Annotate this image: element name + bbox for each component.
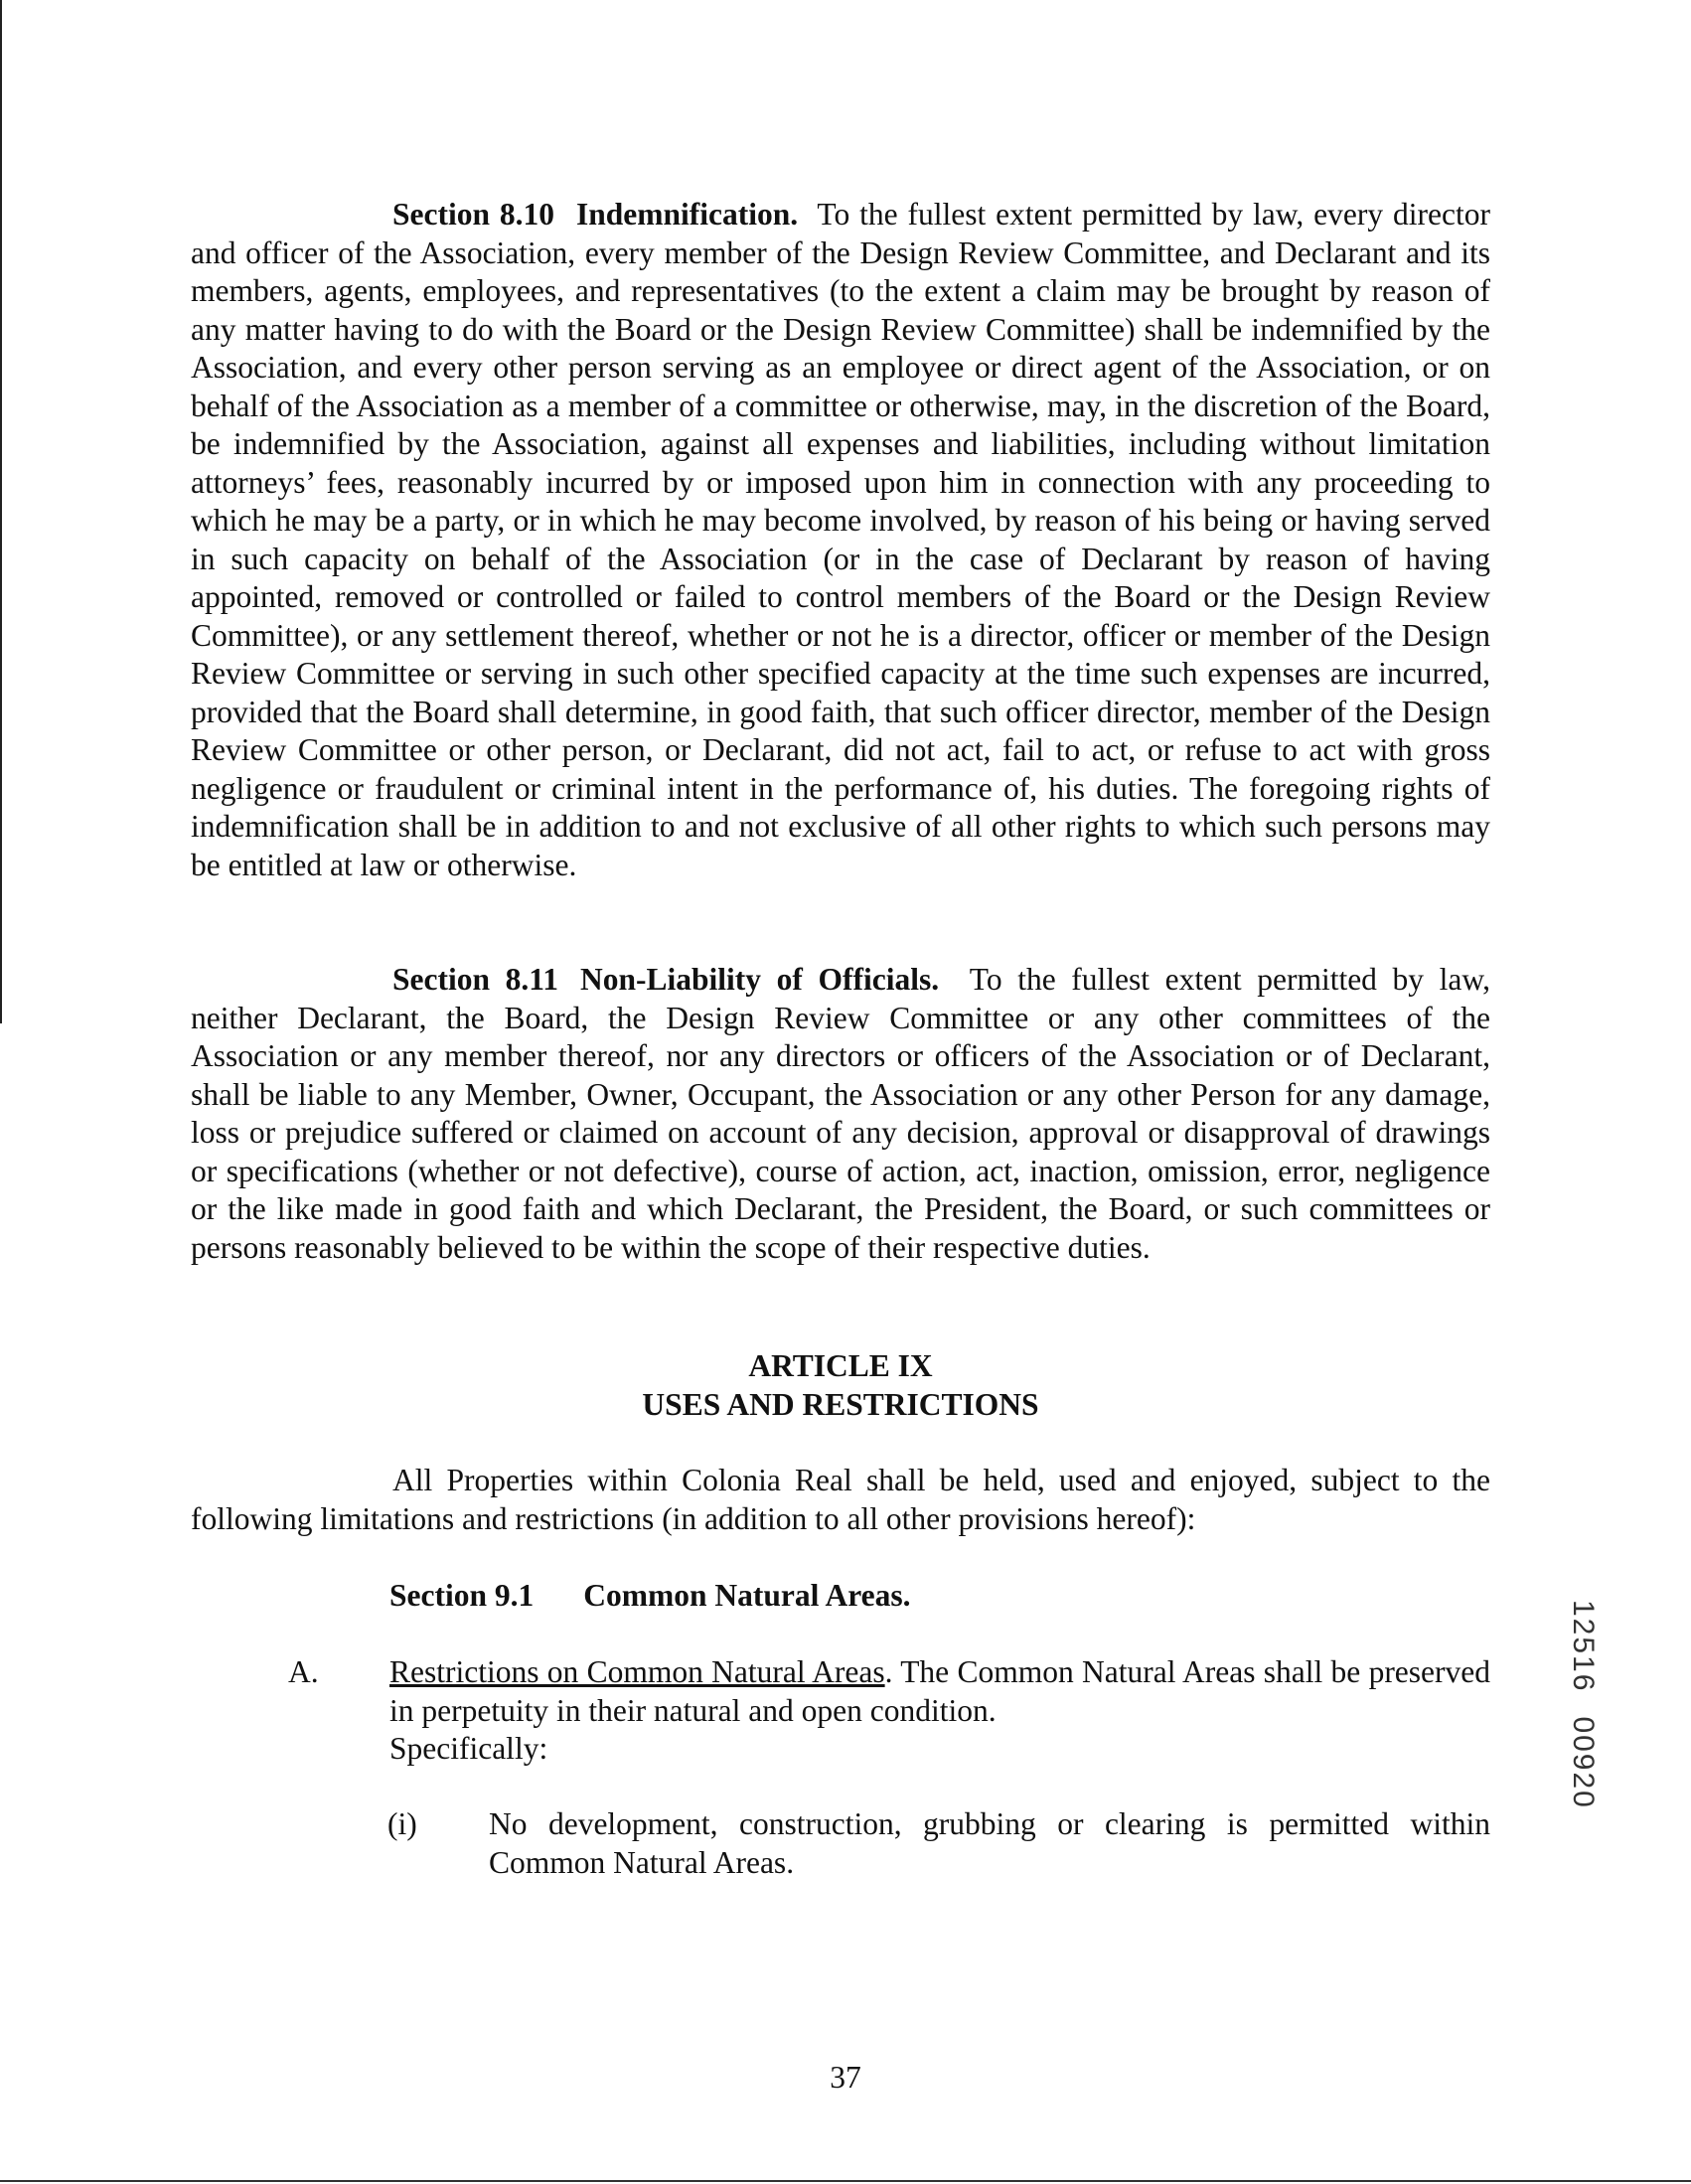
section-8-10-paragraph <box>191 196 1490 884</box>
section-8-10-title: Indemnification. <box>576 197 799 232</box>
item-i-text: No development, construction, grubbing or clearing is permitted within Common Natural Areas. <box>489 1806 1490 1880</box>
section-9-1-title: Common Natural Areas. <box>583 1578 911 1613</box>
section-9-1-heading <box>389 1577 911 1616</box>
side-stamp-part1: 12516 <box>1567 1600 1600 1693</box>
item-a <box>288 1653 1490 1769</box>
section-9-1-number: Section 9.1 <box>389 1578 535 1613</box>
section-8-11-title: Non-Liability of Officials. <box>580 962 940 997</box>
scan-edge-bottom <box>0 2180 1691 2182</box>
section-8-10 <box>191 196 1490 884</box>
article-number: ARTICLE IX <box>748 1348 933 1383</box>
side-stamp-part2: 00920 <box>1567 1716 1600 1809</box>
article-intro <box>191 1462 1490 1538</box>
article-intro-paragraph: All Properties within Colonia Real shall be held, used and enjoyed, subject to the following limitations and restrictions (in addition to all other provisions hereof): <box>191 1463 1490 1536</box>
section-8-11 <box>191 961 1490 1267</box>
section-8-11-text: To the fullest extent permitted by law, neither Declarant, the Board, the Design Review Committee or any other committees of the Association or any member thereof, nor any directors or officers of the Association or of Declarant, shall be liable to any Member, Owner, Occupant, the Association or any other Person for any damage, loss or prejudice suffered or claimed on account of any decision, approval or disapproval of drawings or specifications (whether or not defective), course of action, act, inaction, omission, error, negligence or the like made in good faith and which Declarant, the President, the Board, or such committees or persons reasonably believed to be within the scope of their respective duties. <box>191 962 1490 1265</box>
item-i-marker: (i) <box>387 1806 417 1841</box>
item-a-content <box>389 1653 1490 1769</box>
section-8-10-number: Section 8.10 <box>392 197 555 232</box>
section-8-11-number: Section 8.11 <box>392 962 558 997</box>
section-8-10-text: To the fullest extent permitted by law, every director and officer of the Association, every member of the Design Review Committee, and Declarant and its members, agents, employees, and representatives (to the extent a claim may be brought by reason of any matter having to do with the Board or the Design Review Committee) shall be indemnified by the Association, and every other person serving as an employee or direct agent of the Association, or on behalf of the Association as a member of a committee or otherwise, may, in the discretion of the Board, be indemnified by the Association, against all expenses and liabilities, including without limitation attorneys’ fees, reasonably incurred by or imposed upon him in connection with any proceeding to which he may be a party, or in which he may become involved, by reason of his being or having served in such capacity on behalf of the Association (or in the case of Declarant by reason of having appointed, removed or controlled or failed to control members of the Board or the Design Review Committee), or any settlement thereof, whether or not he is a director, officer or member of the Design Review Committee or serving in such other specified capacity at the time such expenses are incurred, provided that the Board shall determine, in good faith, that such officer director, member of the Design Review Committee or other person, or Declarant, did not act, fail to act, or refuse to act with gross negligence or fraudulent or criminal intent in the performance of, his duties. The foregoing rights of indemnification shall be in addition to and not exclusive of all other rights to which such persons may be entitled at law or otherwise. <box>191 197 1490 882</box>
item-a-specifically: Specifically: <box>389 1731 548 1766</box>
side-stamp <box>1568 1600 1598 1809</box>
article-title: USES AND RESTRICTIONS <box>642 1387 1039 1422</box>
item-a-marker: A. <box>288 1654 319 1689</box>
scan-edge-left <box>0 0 2 1023</box>
item-a-text: . The Common Natural Areas shall be preserved in perpetuity in their natural and open condition. <box>389 1654 1490 1728</box>
page-number: 37 <box>830 2060 861 2095</box>
section-8-11-paragraph <box>191 961 1490 1267</box>
item-a-lead: Restrictions on Common Natural Areas <box>389 1654 885 1689</box>
article-heading <box>191 1346 1490 1424</box>
item-i <box>387 1805 1490 1882</box>
